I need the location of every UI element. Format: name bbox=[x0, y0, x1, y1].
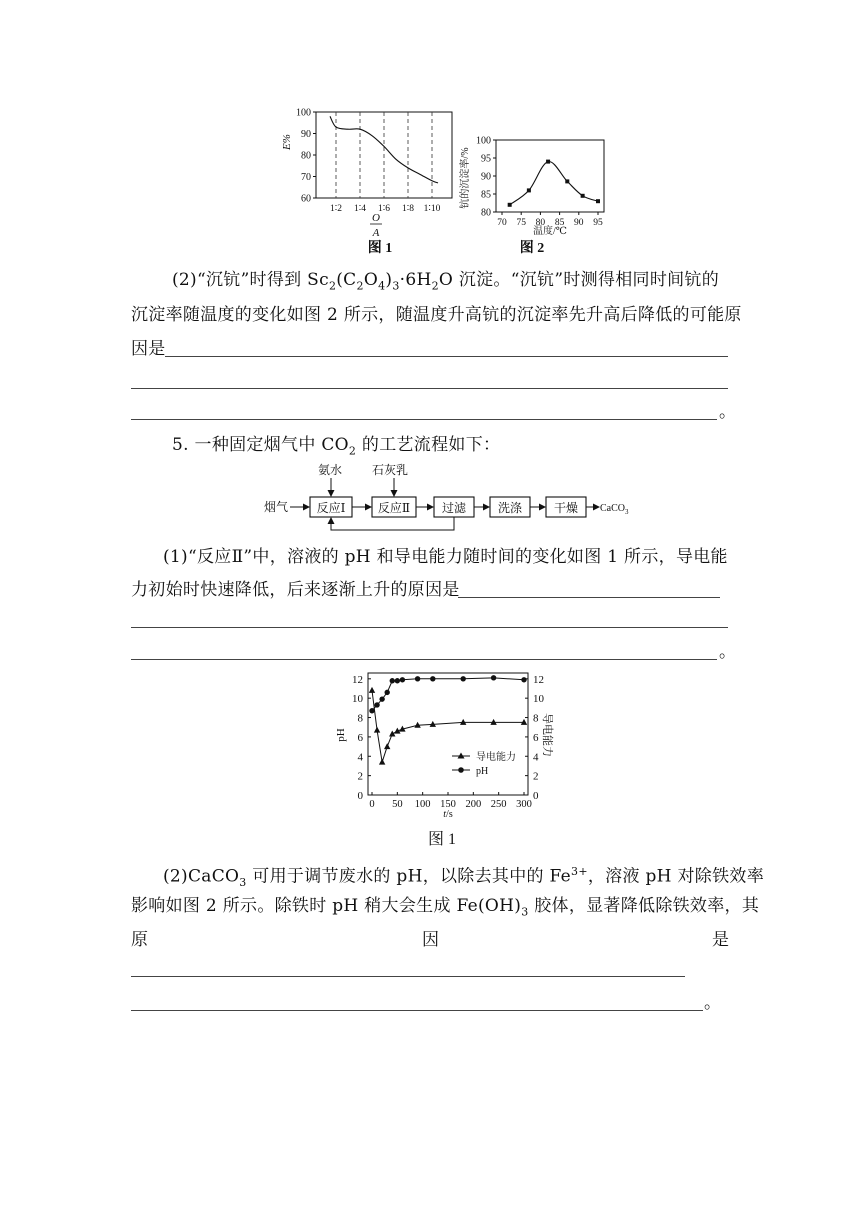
fig2-data-point bbox=[527, 188, 531, 192]
answer-line[interactable] bbox=[131, 976, 685, 977]
ph-point bbox=[400, 677, 405, 682]
chart3-y2label: 导电能力 bbox=[541, 713, 553, 757]
svg-text:洗涤: 洗涤 bbox=[497, 501, 523, 515]
fig2-y-tick-label: 90 bbox=[481, 171, 491, 183]
conductivity-point bbox=[374, 727, 380, 733]
fig1-ylabel: E% bbox=[281, 134, 293, 150]
chart3-y2-tick-label: 10 bbox=[533, 693, 544, 706]
answer-line[interactable] bbox=[131, 388, 728, 389]
fig2-data-point bbox=[565, 179, 569, 183]
q2-line-1: (2)“沉钪”时得到 $Sc_2(C_2O_4)_3\cdot 6H_2O$ 沉淀。“沉钪”时测得相同时间钪的 bbox=[172, 270, 720, 293]
q5-1-end-mark: 。 bbox=[719, 642, 737, 662]
ph-point bbox=[379, 696, 384, 701]
answer-line[interactable] bbox=[131, 1010, 703, 1011]
fig1-x-tick-label: 1∶6 bbox=[378, 204, 390, 214]
ph-point bbox=[369, 708, 374, 713]
chart3-x-tick-label: 200 bbox=[465, 799, 482, 810]
fig1-x-tick-label: 1∶4 bbox=[354, 204, 366, 214]
chart3-y2-tick-label: 2 bbox=[533, 770, 539, 783]
fig2-data-point bbox=[508, 203, 512, 207]
fig1-caption: 图 1 bbox=[367, 241, 393, 256]
q5-2-end-mark: 。 bbox=[704, 993, 722, 1013]
answer-line[interactable] bbox=[131, 659, 717, 660]
process-flow-diagram bbox=[260, 460, 640, 535]
fig2-y-tick-label: 95 bbox=[481, 153, 491, 165]
fig2-x-tick-label: 70 bbox=[497, 218, 507, 228]
legend-ph: pH bbox=[476, 766, 489, 777]
svg-text:反应Ⅰ: 反应Ⅰ bbox=[316, 501, 346, 515]
ph-point bbox=[395, 678, 400, 683]
q5-2-line-1: (2)CaCO$_3$ 可用于调节废水的 pH，以除去其中的 $Fe^{3+}$，溶液 pH 对除铁效率 bbox=[163, 865, 764, 890]
chart3-y2-tick-label: 4 bbox=[533, 751, 539, 764]
fig1-x-tick-label: 1∶2 bbox=[330, 204, 342, 214]
ph-point bbox=[521, 677, 526, 682]
fig2-y-tick-label: 85 bbox=[481, 189, 491, 201]
fig1-y-tick-label: 90 bbox=[301, 129, 311, 140]
q5-2-line-2: 影响如图 2 所示。除铁时 pH 稍大会生成 $Fe(OH)_3$ 胶体，显著降低除铁效率，其 bbox=[131, 896, 760, 919]
conductivity-point bbox=[384, 743, 390, 749]
fig1-y-tick-label: 70 bbox=[301, 172, 311, 183]
chart3-x-tick-label: 150 bbox=[440, 799, 456, 810]
figure-2-chart bbox=[458, 136, 604, 257]
precipitation-curve bbox=[510, 161, 598, 204]
q2-line-3: 因是 bbox=[131, 339, 166, 359]
series-line-ph bbox=[372, 678, 524, 711]
fig1-y-tick-label: 60 bbox=[301, 193, 311, 205]
answer-line[interactable] bbox=[131, 419, 717, 420]
chart3-x-tick-label: 0 bbox=[369, 799, 375, 810]
chart3-x-tick-label: 100 bbox=[414, 799, 431, 810]
q5-2-word-1: 原 bbox=[131, 930, 149, 950]
conductivity-point bbox=[379, 759, 385, 765]
conductivity-point bbox=[369, 687, 375, 693]
fig2-x-tick-label: 85 bbox=[554, 218, 565, 228]
ph-point bbox=[430, 676, 435, 681]
chart3-legend bbox=[452, 750, 516, 777]
fig2-x-tick-label: 75 bbox=[516, 218, 526, 228]
flow-lime-label: 石灰乳 bbox=[372, 463, 409, 477]
chart3-y2-tick-label: 6 bbox=[533, 731, 539, 744]
q5-2-word-3: 是 bbox=[712, 930, 730, 950]
chart3-y-tick-label: 12 bbox=[352, 673, 363, 686]
fig2-xlabel: 温度/℃ bbox=[533, 226, 567, 237]
answer-line[interactable] bbox=[165, 356, 728, 357]
q5-1-line-2: 力初始时快速降低，后来逐渐上升的原因是 bbox=[131, 580, 460, 600]
q2-end-mark: 。 bbox=[719, 402, 737, 422]
fig1-xlabel-den: A bbox=[372, 227, 380, 239]
svg-text:反应Ⅱ: 反应Ⅱ bbox=[377, 501, 411, 515]
ph-point bbox=[491, 675, 496, 680]
chart3-y2-tick-label: 12 bbox=[533, 673, 544, 686]
fig2-data-point bbox=[546, 160, 550, 164]
flow-input-label: 烟气 bbox=[264, 500, 289, 514]
chart3-y2-tick-label: 0 bbox=[533, 790, 539, 802]
ph-point bbox=[415, 676, 420, 681]
fig2-data-point bbox=[596, 199, 600, 203]
fig1-xlabel-num: O bbox=[372, 212, 380, 224]
ph-point bbox=[374, 702, 379, 707]
fig2-y-tick-label: 100 bbox=[476, 135, 491, 147]
ph-point bbox=[385, 690, 390, 695]
fig1-y-tick-label: 100 bbox=[296, 107, 311, 119]
chart3-x-tick-label: 50 bbox=[392, 799, 403, 810]
fig2-x-tick-label: 80 bbox=[535, 218, 546, 228]
chart3-x-tick-label: 300 bbox=[516, 799, 532, 810]
ph-point bbox=[390, 678, 395, 683]
chart3-y-tick-label: 6 bbox=[357, 731, 363, 744]
q5-title: 5. 一种固定烟气中 $CO_2$ 的工艺流程如下： bbox=[172, 435, 501, 458]
top-figures bbox=[270, 100, 620, 260]
fig1-x-tick-label: 1∶8 bbox=[402, 204, 414, 214]
recycle-arrow bbox=[331, 517, 454, 530]
fig1-y-tick-label: 80 bbox=[301, 150, 311, 162]
ph-point bbox=[461, 676, 466, 681]
flow-ammonia-label: 氨水 bbox=[318, 463, 343, 477]
chart3-y-tick-label: 10 bbox=[352, 693, 363, 706]
fig2-x-tick-label: 90 bbox=[574, 218, 584, 228]
svg-text:干燥: 干燥 bbox=[553, 501, 579, 515]
chart3-xlabel: t/s bbox=[443, 809, 453, 820]
chart3-y2-tick-label: 8 bbox=[533, 712, 539, 725]
chart3-y-tick-label: 4 bbox=[357, 751, 363, 764]
answer-line[interactable] bbox=[458, 597, 720, 598]
chart3-y-tick-label: 2 bbox=[357, 770, 363, 783]
chart3-y-tick-label: 8 bbox=[357, 712, 363, 725]
fig2-y-tick-label: 80 bbox=[481, 207, 491, 219]
legend-conductivity: 导电能力 bbox=[476, 752, 516, 763]
q5-1-line-1: (1)“反应Ⅱ”中，溶液的 pH 和导电能力随时间的变化如图 1 所示，导电能 bbox=[163, 547, 728, 567]
figure-1-chart bbox=[281, 108, 452, 257]
svg-text:过滤: 过滤 bbox=[441, 501, 467, 515]
answer-line[interactable] bbox=[131, 627, 728, 628]
q2-line-2: 沉淀率随温度的变化如图 2 所示，随温度升高钪的沉淀率先升高后降低的可能原 bbox=[131, 305, 742, 325]
fig2-ylabel: 钪的沉淀率/% bbox=[460, 147, 471, 209]
fig2-caption: 图 2 bbox=[519, 241, 545, 256]
flow-product-label: CaCO$_3$ bbox=[600, 503, 629, 516]
chart3-caption: 图 1 bbox=[428, 831, 457, 848]
chart3-y-tick-label: 0 bbox=[357, 790, 363, 802]
ph-conductivity-chart bbox=[330, 665, 560, 823]
fig2-data-point bbox=[581, 194, 585, 198]
legend-circle-marker bbox=[458, 767, 464, 773]
fig2-x-tick-label: 95 bbox=[593, 218, 603, 228]
q5-2-word-2: 因 bbox=[422, 930, 440, 950]
fig1-x-tick-label: 1∶10 bbox=[423, 204, 441, 214]
chart3-ylabel: pH bbox=[335, 728, 347, 742]
chart3-x-tick-label: 250 bbox=[490, 799, 507, 810]
